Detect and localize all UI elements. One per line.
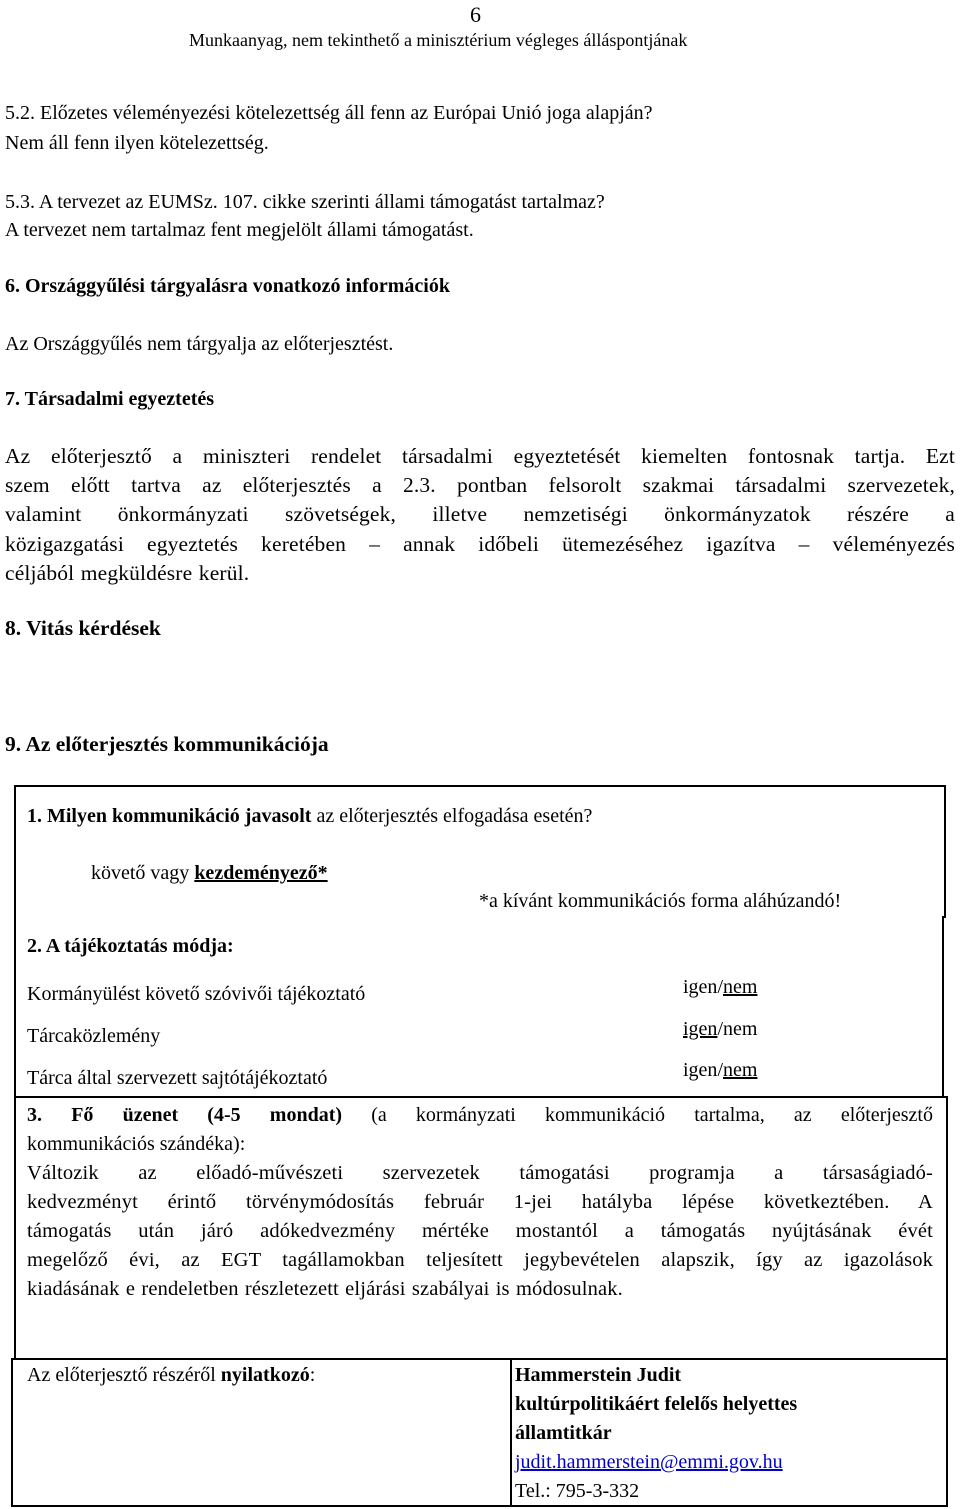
answer-5-2: Nem áll fenn ilyen kötelezettség. [5, 132, 269, 154]
question-3 [27, 1103, 933, 1127]
choice-sep: / [717, 1018, 723, 1040]
communication-option [91, 861, 328, 885]
message-line: támogatás után járó adókedvezmény mértéke mostantól a támogatás nyújtásának évét [27, 1220, 933, 1242]
question-1-bold: 1. Milyen kommunikáció javasolt [27, 805, 312, 827]
choice-no: nem [723, 976, 758, 998]
section-7-line: céljából megküldésre kerül. [5, 560, 250, 585]
main-message [27, 1159, 933, 1304]
section-7-line: szem előtt tartva az előterjesztés a 2.3. pontban felsorolt szakmai társadalmi szervezetek, [5, 473, 955, 498]
declarant-label-plain: Az előterjesztő részéről [27, 1364, 221, 1386]
section-7-line: közigazgatási egyeztetés keretében – annak időbeli ütemezéséhez igazítva – véleményezés [5, 531, 955, 556]
section-8-heading: 8. Vitás kérdések [5, 616, 161, 640]
info-row-choice [683, 1058, 757, 1082]
question-3-bold: Fő üzenet (4-5 mondat) [71, 1104, 343, 1126]
choice-yes: igen [683, 1059, 718, 1081]
info-row-label: Tárcaközlemény [27, 1025, 161, 1047]
choice-no: nem [723, 1059, 758, 1081]
message-line: Változik az előadó-művészeti szervezetek támogatási programja a társaságiadó- [27, 1162, 933, 1184]
section-7-line: Az előterjesztő a miniszteri rendelet társadalmi egyeztetését kiemelten fontosnak tartja. Ezt [5, 444, 955, 468]
info-row-label: Tárca által szervezett sajtótájékoztató [27, 1067, 328, 1089]
header-subtitle: Munkaanyag, nem tekinthető a minisztérium végleges álláspontjának [189, 30, 688, 50]
choice-sep: / [717, 976, 723, 998]
info-row-choice [683, 975, 757, 999]
declarant-title-1: kultúrpolitikáért felelős helyettes [515, 1393, 798, 1415]
footnote: *a kívánt kommunikációs forma aláhúzandó! [479, 890, 842, 912]
choice-yes: igen [683, 976, 718, 998]
message-line: megelőző évi, az EGT tagállamokban teljesített jegybevételen alapszik, így az igazolások [27, 1249, 933, 1271]
question-1-rest: az előterjesztés elfogadása esetén? [311, 805, 593, 827]
signature-divider [510, 1358, 512, 1505]
question-1 [27, 804, 592, 828]
question-3-rest: (a kormányzati kommunikáció tartalma, az előterjesztő [342, 1104, 933, 1126]
message-line: kiadásának e rendeletben részletezett eljárási szabályai is módosulnak. [27, 1278, 623, 1300]
message-line: kedvezményt érintő törvénymódosítás február 1-jei hatályba lépése következtében. A [27, 1191, 933, 1213]
choice-yes: igen [683, 1018, 718, 1040]
declarant-phone: Tel.: 795-3-332 [515, 1480, 640, 1502]
option-plain: követő vagy [91, 862, 195, 884]
question-3-line2: kommunikációs szándéka): [27, 1133, 246, 1155]
section-9-heading: 9. Az előterjesztés kommunikációja [5, 732, 329, 756]
question-2: 2. A tájékoztatás módja: [27, 935, 234, 957]
section-6-heading: 6. Országgyűlési tárgyalásra vonatkozó információk [5, 275, 450, 297]
declarant-label-colon: : [309, 1364, 316, 1386]
page-number: 6 [470, 2, 481, 27]
option-underlined: kezdeményező* [194, 862, 328, 884]
question-3-num: 3. [27, 1104, 72, 1126]
section-7-line: valamint önkormányzati szövetségek, illetve nemzetiségi önkormányzatok részére a [5, 502, 955, 527]
choice-no: nem [723, 1018, 758, 1040]
declarant-email-link[interactable]: judit.hammerstein@emmi.gov.hu [515, 1451, 783, 1473]
section-6-text: Az Országgyűlés nem tárgyalja az előterjesztést. [5, 333, 394, 355]
choice-sep: / [717, 1059, 723, 1081]
info-row-choice [683, 1017, 757, 1041]
question-5-2: 5.2. Előzetes véleményezési kötelezettség áll fenn az Európai Unió joga alapján? [5, 102, 653, 124]
question-5-3: 5.3. A tervezet az EUMSz. 107. cikke szerinti állami támogatást tartalmaz? [5, 191, 605, 213]
communication-box-right [942, 916, 944, 1096]
section-7-paragraph [5, 442, 955, 588]
declarant-label [27, 1363, 315, 1387]
declarant-label-bold: nyilatkozó [220, 1364, 310, 1386]
declarant-name: Hammerstein Judit [515, 1364, 682, 1386]
declarant-title-2: államtitkár [515, 1422, 612, 1444]
answer-5-3: A tervezet nem tartalmaz fent megjelölt állami támogatást. [5, 219, 474, 241]
section-7-heading: 7. Társadalmi egyeztetés [5, 388, 215, 410]
info-row-label: Kormányülést követő szóvivői tájékoztató [27, 983, 366, 1005]
